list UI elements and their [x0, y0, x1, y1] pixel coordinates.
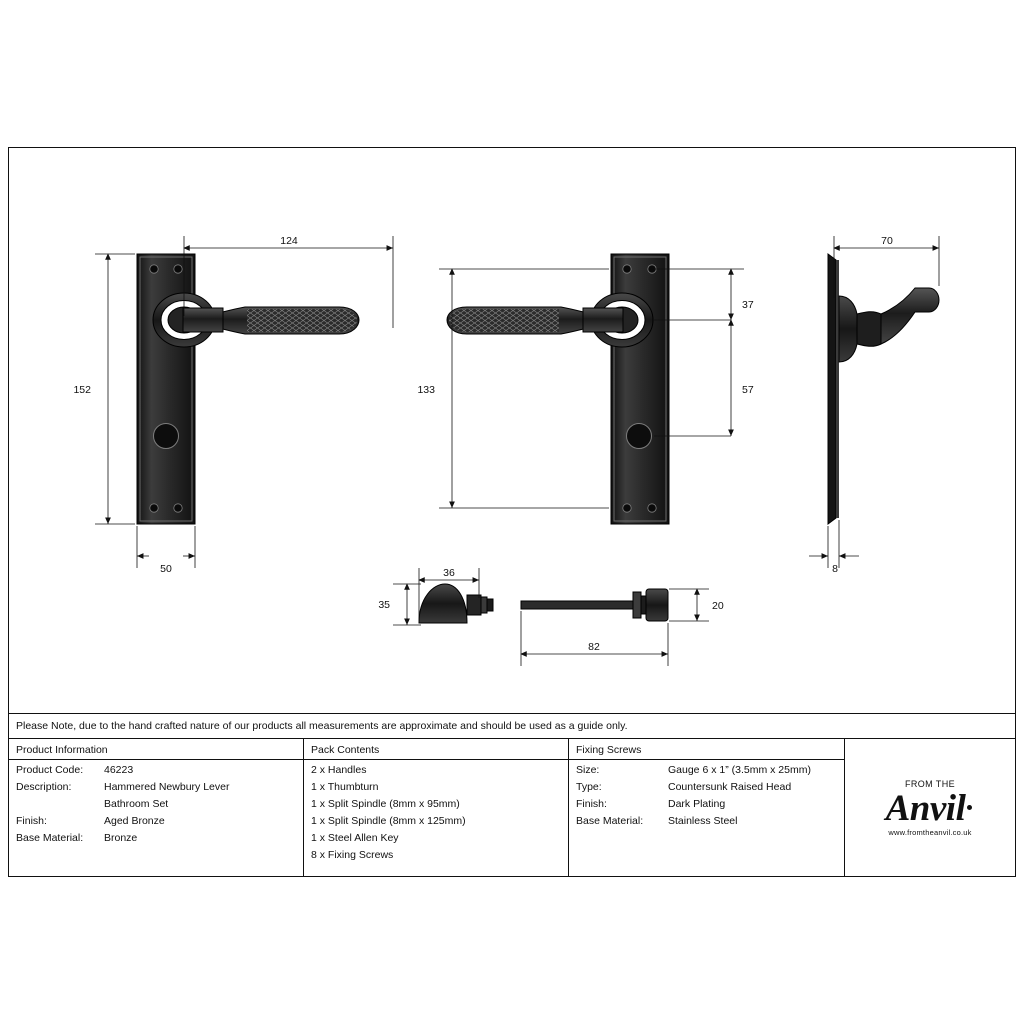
measurement-note — [9, 713, 1015, 739]
divider — [9, 759, 303, 760]
row-label — [16, 796, 104, 813]
dimension-152 — [73, 254, 135, 524]
list-item: 1 x Split Spindle (8mm x 125mm) — [311, 815, 466, 827]
view-side — [828, 254, 939, 524]
dim-label-133: 133 — [417, 384, 435, 396]
table-row — [16, 830, 303, 847]
fixing-screws-heading: Fixing Screws — [576, 744, 642, 756]
dimension-35 — [378, 584, 421, 625]
row-value: 46223 — [104, 764, 134, 776]
row-label: Type: — [576, 781, 602, 793]
pack-contents-column — [304, 739, 569, 877]
view-release-spindle — [521, 589, 668, 621]
specification-table — [9, 739, 1015, 877]
row-label: Description: — [16, 781, 72, 793]
brand-logo-url: www.fromtheanvil.co.uk — [888, 827, 972, 837]
table-row — [576, 779, 844, 796]
dim-label-70: 70 — [881, 235, 893, 247]
dimension-8 — [809, 520, 859, 575]
brand-logo — [886, 780, 975, 837]
dim-label-20: 20 — [712, 600, 724, 612]
dim-label-82: 82 — [588, 641, 600, 653]
list-item: 1 x Thumbturn — [311, 781, 379, 793]
dim-label-152: 152 — [73, 384, 91, 396]
dim-label-36: 36 — [443, 567, 455, 579]
view-front-left — [137, 254, 359, 524]
pack-contents-body — [304, 759, 568, 864]
row-value: Stainless Steel — [668, 815, 738, 827]
brand-logo-name — [885, 787, 975, 829]
dim-label-124: 124 — [280, 235, 298, 247]
divider — [569, 759, 844, 760]
brand-logo-from: FROM THE — [904, 778, 956, 789]
dim-label-8: 8 — [832, 563, 838, 575]
row-value: Countersunk Raised Head — [668, 781, 792, 793]
fixing-screws-column — [569, 739, 845, 877]
measurement-note-text: Please Note, due to the hand crafted nature of our products all measurements are approximate and should be used as a guide only. — [16, 720, 628, 732]
dimension-50 — [137, 526, 195, 575]
pack-contents-heading: Pack Contents — [311, 744, 380, 756]
dim-label-37: 37 — [742, 299, 754, 311]
row-value: Hammered Newbury Lever — [104, 781, 230, 793]
product-information-body — [9, 759, 303, 847]
dimension-20 — [669, 589, 724, 621]
table-row — [16, 762, 303, 779]
list-item: 2 x Handles — [311, 764, 367, 776]
dim-label-35: 35 — [378, 599, 390, 611]
brand-logo-name-text: Anvil — [885, 787, 966, 829]
row-label: Base Material: — [16, 832, 84, 844]
table-row — [16, 813, 303, 830]
row-value: Bathroom Set — [104, 798, 169, 810]
row-value: Gauge 6 x 1” (3.5mm x 25mm) — [668, 764, 811, 776]
dimension-133 — [417, 269, 609, 508]
row-value: Aged Bronze — [104, 815, 165, 827]
row-value: Bronze — [104, 832, 138, 844]
table-row — [16, 779, 303, 796]
table-row — [576, 813, 844, 830]
product-information-heading: Product Information — [16, 744, 108, 756]
row-value: Dark Plating — [668, 798, 726, 810]
table-row — [576, 796, 844, 813]
row-label: Size: — [576, 764, 600, 776]
view-thumbturn — [419, 584, 493, 623]
table-row — [576, 762, 844, 779]
dim-label-50: 50 — [160, 563, 172, 575]
product-information-column — [9, 739, 304, 877]
drawing-sheet — [8, 147, 1016, 877]
dim-label-57: 57 — [742, 384, 754, 396]
row-label: Product Code: — [16, 764, 84, 776]
brand-logo-column — [845, 739, 1015, 877]
divider — [304, 759, 568, 760]
list-item: 1 x Steel Allen Key — [311, 832, 399, 844]
technical-drawing-area — [9, 148, 1015, 713]
row-label: Finish: — [576, 798, 607, 810]
view-front-right — [447, 254, 669, 524]
row-label: Finish: — [16, 815, 47, 827]
table-row — [16, 796, 303, 813]
list-item: 8 x Fixing Screws — [311, 849, 394, 861]
drawing-svg — [9, 148, 1015, 713]
logo-dot-icon — [967, 805, 972, 810]
fixing-screws-body — [569, 759, 844, 830]
row-label: Base Material: — [576, 815, 644, 827]
list-item: 1 x Split Spindle (8mm x 95mm) — [311, 798, 460, 810]
